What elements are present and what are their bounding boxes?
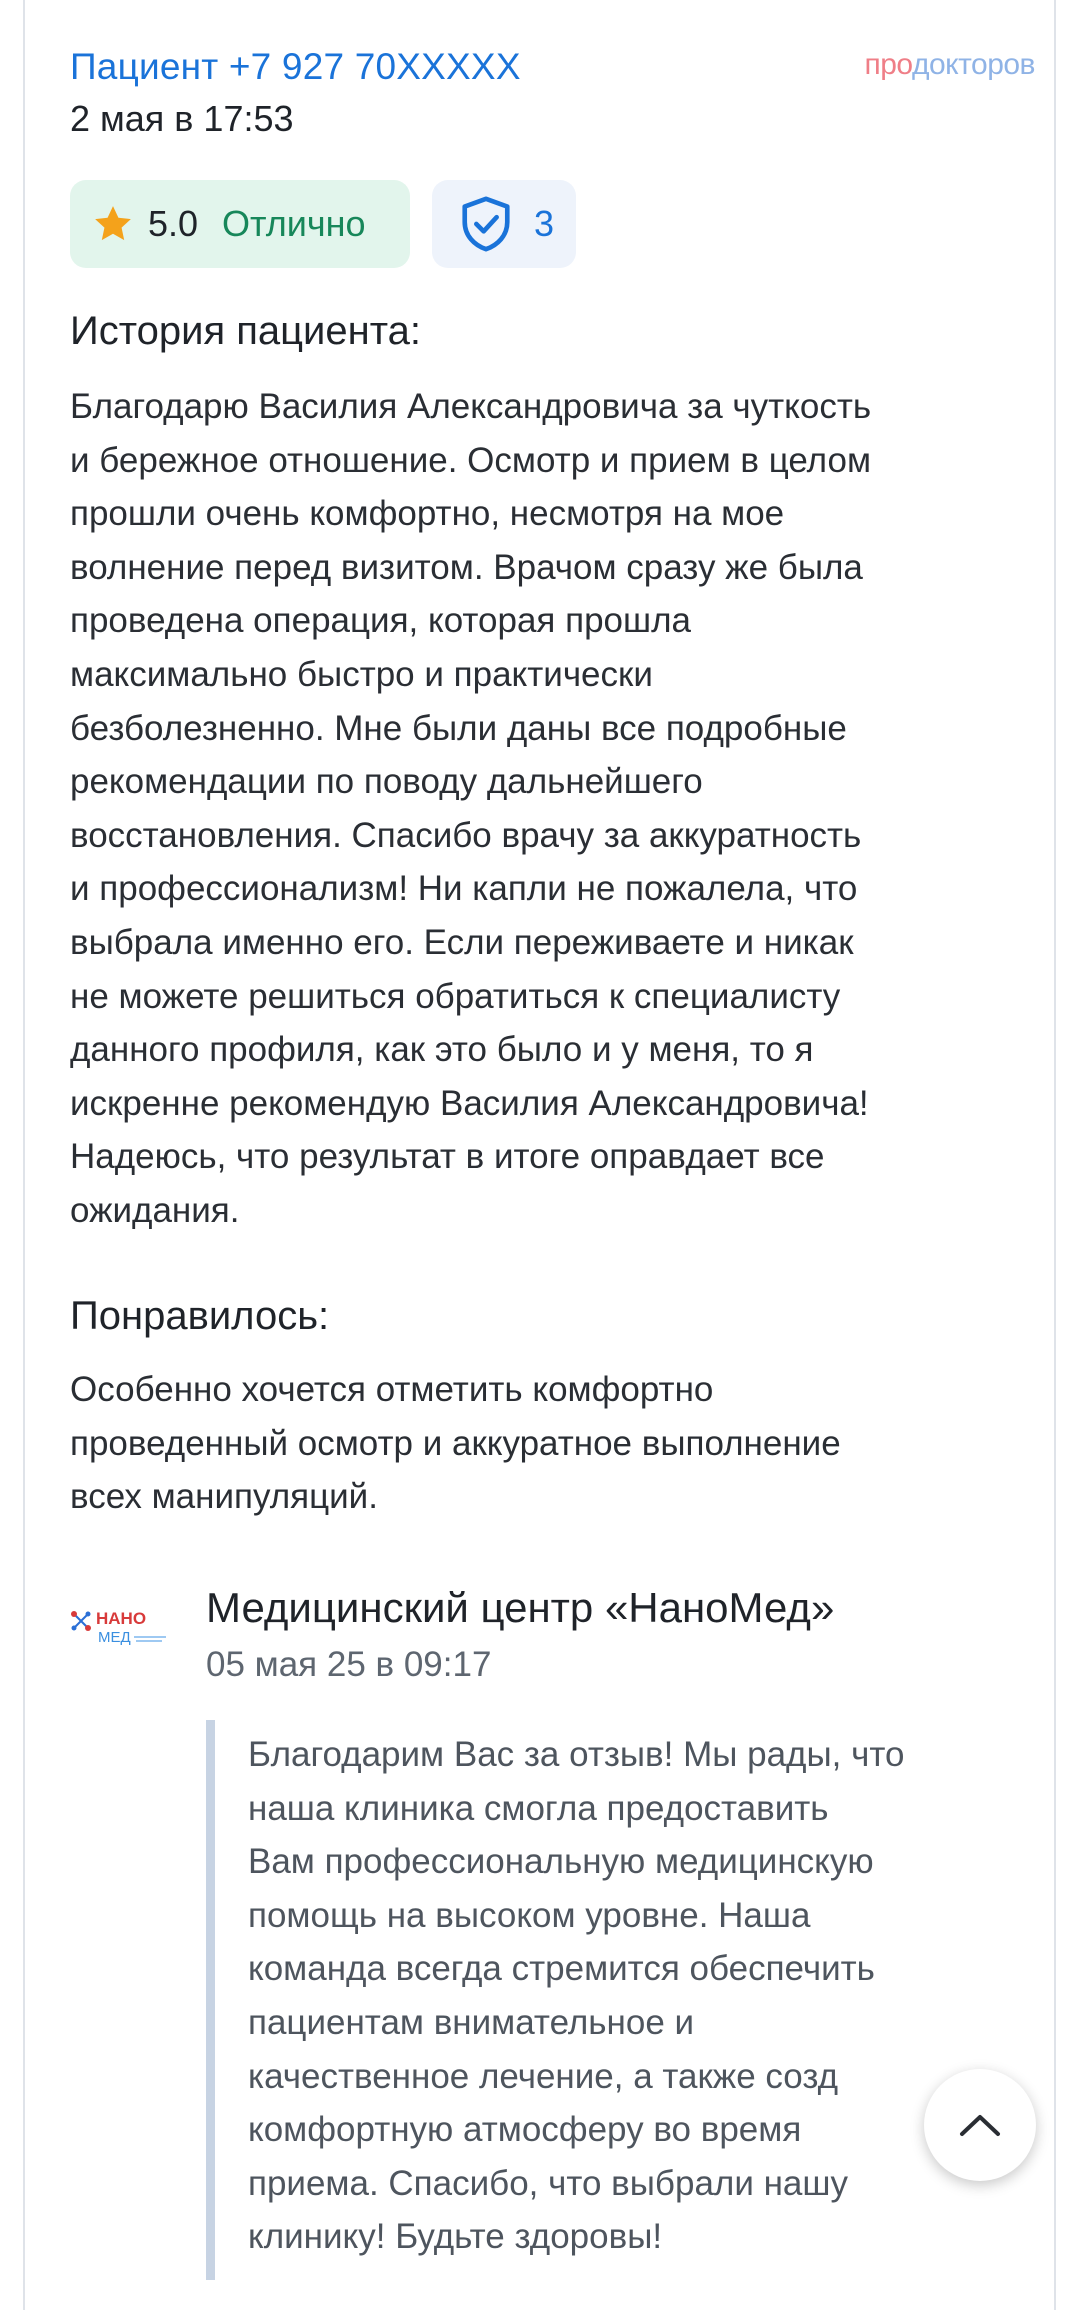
clinic-reply-text: Благодарим Вас за отзыв! Мы рады, что наша клиника смогла предоставить Вам профессиональную медицинскую помощь на высоком уровне. Наша команда всегда стремится обеспечить пациентам внимательное и качественное лечение, а также созд комфортную атмосферу во время приема. Спасибо, что выбрали нашу клинику! Будьте здоровы!	[248, 1735, 905, 2257]
star-icon	[92, 203, 134, 245]
scroll-to-top-button[interactable]	[924, 2069, 1036, 2181]
verified-count: 3	[534, 203, 555, 244]
clinic-logo-line1: НАНО	[96, 1609, 147, 1628]
clinic-logo-line2: МЕД	[98, 1629, 131, 1646]
review-author-link[interactable]: Пациент +7 927 70XXXXX	[70, 46, 521, 87]
prodoctorov-logo: продокторов	[864, 48, 1035, 81]
liked-title: Понравилось:	[70, 1294, 330, 1338]
review-badges	[70, 180, 576, 268]
history-title: История пациента:	[70, 309, 421, 353]
review-header	[70, 42, 1035, 144]
rating-badge[interactable]	[70, 180, 410, 268]
liked-text: Особенно хочется отметить комфортно проведенный осмотр и аккуратное выполнение всех манипуляций.	[70, 1370, 841, 1517]
verified-badge[interactable]	[432, 180, 576, 268]
clinic-reply-quote	[206, 1720, 1076, 2280]
shield-check-icon	[458, 195, 514, 253]
chevron-up-icon	[958, 2111, 1002, 2139]
rating-word: Отлично	[222, 203, 366, 244]
clinic-reply-date: 05 мая 25 в 09:17	[206, 1645, 492, 1684]
review-date: 2 мая в 17:53	[70, 98, 294, 139]
clinic-logo	[70, 1606, 170, 1656]
review-card	[23, 0, 1056, 2310]
rating-value: 5.0	[148, 203, 199, 244]
history-text: Благодарю Василия Александровича за чуткость и бережное отношение. Осмотр и прием в целом прошли очень комфортно, несмотря на мое волнение перед визитом. Врачом сразу же была проведена операция, которая прошла максимально быстро и практически безболезненно. Мне были даны все подробные рекомендации по поводу дальнейшего восстановления. Спасибо врачу за аккуратность и профессионализм! Ни капли не пожалела, что выбрала именно его. Если переживаете и никак не можете решиться обратиться к специалисту данного профиля, как это было и у меня, то я искренне рекомендую Василия Александровича! Надеюсь, что результат в итоге оправдает все ожидания.	[70, 387, 872, 1230]
clinic-name[interactable]: Медицинский центр «НаноМед»	[206, 1584, 835, 1631]
